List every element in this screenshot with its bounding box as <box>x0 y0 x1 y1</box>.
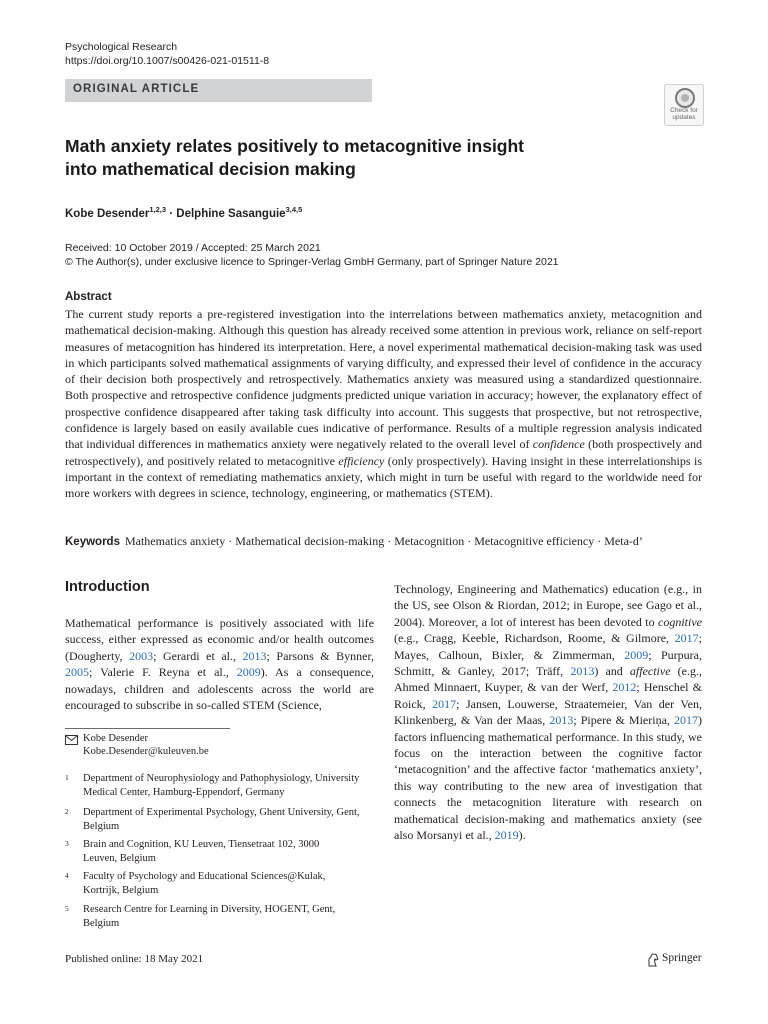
body-emphasis: affective <box>629 664 671 679</box>
abstract-heading: Abstract <box>65 291 112 303</box>
article-type-bar <box>65 79 372 102</box>
springer-knight-icon <box>647 953 659 967</box>
affiliation-number: 1 <box>65 773 69 782</box>
body-text: Mathematical performance is positively associated with life success, either expressed as economic and/or health outcomes (Dougherty, <box>65 616 374 663</box>
title-line-2: into mathematical decision making <box>65 159 356 179</box>
body-text: ; Gerardi et al., <box>153 648 243 663</box>
abstract-text: The current study reports a pre-registered investigation into the interrelations between mathematics anxiety, metacognition and mathematical decision-making. Although this question has already received some attention in previous work, reliance on self-report measures of metacognition has hindered its interpretation. Here, a novel experimental mathematical decision-making task was used in which participants solved mathematical assignments of varying difficulty, and expressed their level of confidence in the accuracy of their decision both prospectively and retrospectively. Mathematics anxiety was measured using a standardized questionnaire. Both prospective and retrospective confidence judgments predicted unique variation in accuracy; however, the explanatory effect of prospective confidence disappeared after taking task difficulty into account. This suggests that prospective, but not retrospective, confidence is largely based on easily available cues indicative of performance. Results of a multiple regression analysis indicated that individual differences in mathematics anxiety were negatively related to the overall level of <box>65 307 702 452</box>
citation-link[interactable]: 2019 <box>494 828 519 843</box>
body-emphasis: cognitive <box>658 614 702 629</box>
journal-name: Psychological Research <box>65 41 178 53</box>
abstract-text: (only prospectively). Having insight in these interrelationships is important in the context of remediating mathematics anxiety, which might in turn be useful with regard to the worldwide need for more workers with degrees in science, technology, engineering, or mathematics (STEM). <box>65 453 702 501</box>
published-online-date: Published online: 18 May 2021 <box>65 953 204 965</box>
introduction-heading: Introduction <box>65 579 150 595</box>
citation-link[interactable]: 2012 <box>612 680 637 695</box>
body-text: ; Purpura, Schmitt, & Ganley, 2017; Träff, <box>394 647 703 679</box>
body-text: ) factors influencing mathematical performance. In this study, we focus on the interaction between the cognitive factor ‘metacognition’ and the affective factor ‘mathematics anxiety’, this way contributing to the new area of investigation that connects the metacognition literature with research on mathematical decision-making and mathematics anxiety (see also Morsanyi et al., <box>394 713 703 843</box>
doi-link[interactable]: https://doi.org/10.1007/s00426-021-01511-8 <box>65 55 270 67</box>
body-text: ; Mayes, Calhoun, Bixler, & Zimmerman, <box>394 631 702 662</box>
citation-link[interactable]: 2017 <box>432 696 457 711</box>
affiliation-number: 2 <box>65 807 69 816</box>
citation-link[interactable]: 2013 <box>242 648 267 663</box>
citation-link[interactable]: 2017 <box>674 631 699 646</box>
corresponding-author-email[interactable]: Kobe.Desender@kuleuven.be <box>83 746 209 757</box>
keywords-heading: Keywords <box>65 536 120 548</box>
body-text: ; Henschel & Roick, <box>394 680 702 711</box>
body-text: ). As a consequence, nowadays, children and adolescents across the world are encouraged to subscribe in so-called STEM (Science, <box>65 665 375 713</box>
affiliation-text: Department of Experimental Psychology, Ghent University, Gent, Belgium <box>83 807 360 832</box>
abstract-emphasis: efficiency <box>338 453 385 468</box>
affiliation-text: Research Centre for Learning in Diversity, HOGENT, Gent, Belgium <box>83 904 336 929</box>
corresponding-author-name: Kobe Desender <box>83 733 149 744</box>
affiliation-number: 5 <box>65 904 69 913</box>
author-name[interactable]: Kobe Desender <box>65 207 150 220</box>
author-affiliation-marker: 1,2,3 <box>149 205 167 214</box>
check-updates-label: Check for updates <box>670 107 698 121</box>
citation-link[interactable]: 2017 <box>674 713 699 728</box>
author-list <box>65 205 302 220</box>
author-affiliation-marker: 3,4,5 <box>285 205 303 214</box>
title-line-1: Math anxiety relates positively to metacognitive insight <box>65 136 525 156</box>
body-text: ; Jansen, Louwerse, Straatemeier, Van der Ven, Klinkenberg, & Van der Maas, <box>394 696 702 728</box>
article-title <box>65 135 665 181</box>
citation-link[interactable]: 2009 <box>236 665 261 680</box>
footnote-divider <box>65 728 230 729</box>
envelope-icon <box>65 735 78 745</box>
citation-link[interactable]: 2005 <box>65 665 89 680</box>
citation-link[interactable]: 2003 <box>129 648 154 663</box>
citation-link[interactable]: 2013 <box>570 664 595 679</box>
citation-link[interactable]: 2009 <box>624 647 649 662</box>
article-type-label: ORIGINAL ARTICLE <box>73 83 200 95</box>
body-text: ; Parsons & Bynner, <box>266 648 374 663</box>
body-text: ). <box>518 828 526 843</box>
abstract-text: (both prospectively and retrospectively), and positively related to metacognitive <box>65 437 702 468</box>
citation-link[interactable]: 2013 <box>549 713 574 728</box>
abstract-emphasis: confidence <box>532 437 585 452</box>
affiliation-number: 4 <box>65 871 69 880</box>
intro-column-right <box>394 581 702 844</box>
body-text: ; Pipere & Mieriņa, <box>573 713 675 728</box>
author-separator: · <box>166 207 177 220</box>
keywords-list: Mathematics anxiety · Mathematical decision-making · Metacognition · Metacognitive efficiency · Meta-d’ <box>124 534 643 548</box>
publisher-name: Springer <box>662 952 702 964</box>
received-accepted-dates: Received: 10 October 2019 / Accepted: 25 March 2021 <box>65 242 321 254</box>
affiliation-text: Faculty of Psychology and Educational Sciences@Kulak, Kortrijk, Belgium <box>83 871 326 896</box>
body-text: (e.g., Cragg, Keeble, Richardson, Roome, & Gilmore, <box>394 631 675 646</box>
intro-column-left <box>65 615 374 713</box>
body-text: ) and <box>594 664 630 679</box>
body-text: (e.g., Ahmed Minnaert, Kuyper, & van der Werf, <box>394 664 702 695</box>
affiliation-number: 3 <box>65 839 69 848</box>
check-for-updates-badge[interactable] <box>664 84 704 126</box>
keywords-line <box>65 534 715 550</box>
body-text: Technology, Engineering and Mathematics) education (e.g., in the US, see Olson & Riordan, 2012; in Europe, see Gago et al., 2004). Moreover, a lot of interest has been devoted to <box>394 582 702 629</box>
affiliation-text: Department of Neurophysiology and Pathophysiology, University Medical Center, Hamburg-Eppendorf, Germany <box>83 773 360 798</box>
body-text: ; Valerie F. Reyna et al., <box>89 665 237 680</box>
abstract-body <box>65 306 702 502</box>
affiliation-text: Brain and Cognition, KU Leuven, Tiensetraat 102, 3000 Leuven, Belgium <box>83 839 320 864</box>
copyright-notice: © The Author(s), under exclusive licence to Springer-Verlag GmbH Germany, part of Springer Nature 2021 <box>65 256 559 268</box>
author-name[interactable]: Delphine Sasanguie <box>176 207 286 220</box>
check-updates-icon <box>675 88 695 108</box>
